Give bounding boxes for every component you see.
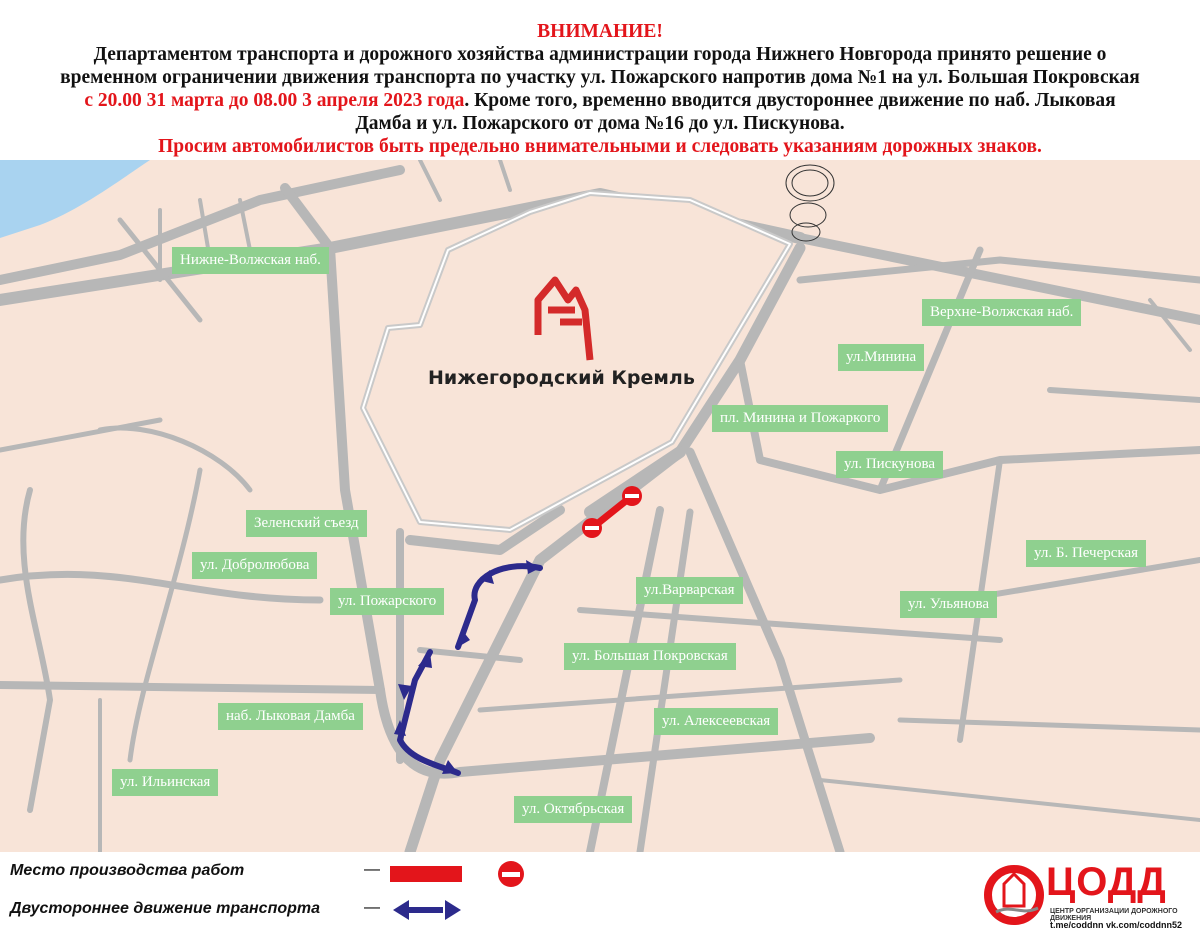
street-label-varvarskaya: ул.Варварская: [636, 577, 743, 604]
street-label-oktyabrskaya: ул. Октябрьская: [514, 796, 632, 823]
dates-text: с 20.00 31 марта до 08.00 3 апреля 2023 года: [84, 90, 465, 111]
announcement-line-2: временном ограничении движения транспорта по участку ул. Пожарского напротив дома №1 на ул. Большая Покровская: [60, 67, 1140, 88]
announcement-header: [0, 0, 1200, 160]
map-legend: [0, 852, 1200, 936]
street-label-b-pokrovskaya: ул. Большая Покровская: [564, 643, 736, 670]
street-label-lykovaya: наб. Лыковая Дамба: [218, 703, 363, 730]
attention-title: ВНИМАНИЕ!: [537, 21, 663, 42]
street-label-pl-minina: пл. Минина и Пожаркого: [712, 405, 888, 432]
legend-symbols: [385, 860, 545, 932]
logo-subtitle: ЦЕНТР ОРГАНИЗАЦИИ ДОРОЖНОГО ДВИЖЕНИЯ: [1050, 908, 1178, 922]
street-label-pozharskogo: ул. Пожарского: [330, 588, 444, 615]
work-zone-bar-icon: [390, 866, 462, 882]
monument-circles: [786, 165, 834, 241]
legend-dash-1: —: [364, 861, 380, 878]
no-entry-icon: [498, 861, 524, 887]
street-label-piskunova: ул. Пискунова: [836, 451, 943, 478]
legend-dash-2: —: [364, 899, 380, 916]
street-label-verkhne-volzhskaya: Верхне-Волжская наб.: [922, 299, 1081, 326]
logo-social-links[interactable]: t.me/coddnn vk.com/coddnn52: [1050, 920, 1183, 930]
street-label-dobrolyubova: ул. Добролюбова: [192, 552, 317, 579]
codd-logo-icon: [982, 860, 1046, 930]
street-map[interactable]: [0, 160, 1200, 852]
street-label-zelensky: Зеленский съезд: [246, 510, 367, 537]
legend-two-way-label: Двустороннее движение транспорта: [10, 900, 321, 917]
announcement-line-4: Дамба и ул. Пожарского от дома №16 до ул. Пискунова.: [355, 113, 845, 134]
street-label-minina: ул.Минина: [838, 344, 924, 371]
announcement-line-3-rest: . Кроме того, временно вводится двустороннее движение по наб. Лыковая: [464, 90, 1116, 111]
logo-name: ЦОДД: [1046, 860, 1167, 904]
street-label-alekseevskaya: ул. Алексеевская: [654, 708, 778, 735]
announcement-line-3: [0, 89, 1200, 112]
kremlin-label: Нижегородский Кремль: [428, 367, 695, 389]
legend-works-label: Место производства работ: [10, 862, 245, 879]
warning-line: Просим автомобилистов быть предельно внимательными и следовать указаниям дорожных знаков.: [158, 136, 1042, 157]
street-label-b-pecherskaya: ул. Б. Печерская: [1026, 540, 1146, 567]
street-label-ilyinskaya: ул. Ильинская: [112, 769, 218, 796]
two-way-arrow-icon: [393, 900, 461, 920]
street-label-nizhne-volzhskaya: Нижне-Волжская наб.: [172, 247, 329, 274]
announcement-line-1: Департаментом транспорта и дорожного хозяйства администрации города Нижнего Новгорода принято решение о: [93, 44, 1107, 65]
kremlin-wall: [363, 193, 790, 530]
street-label-ulyanova: ул. Ульянова: [900, 591, 997, 618]
